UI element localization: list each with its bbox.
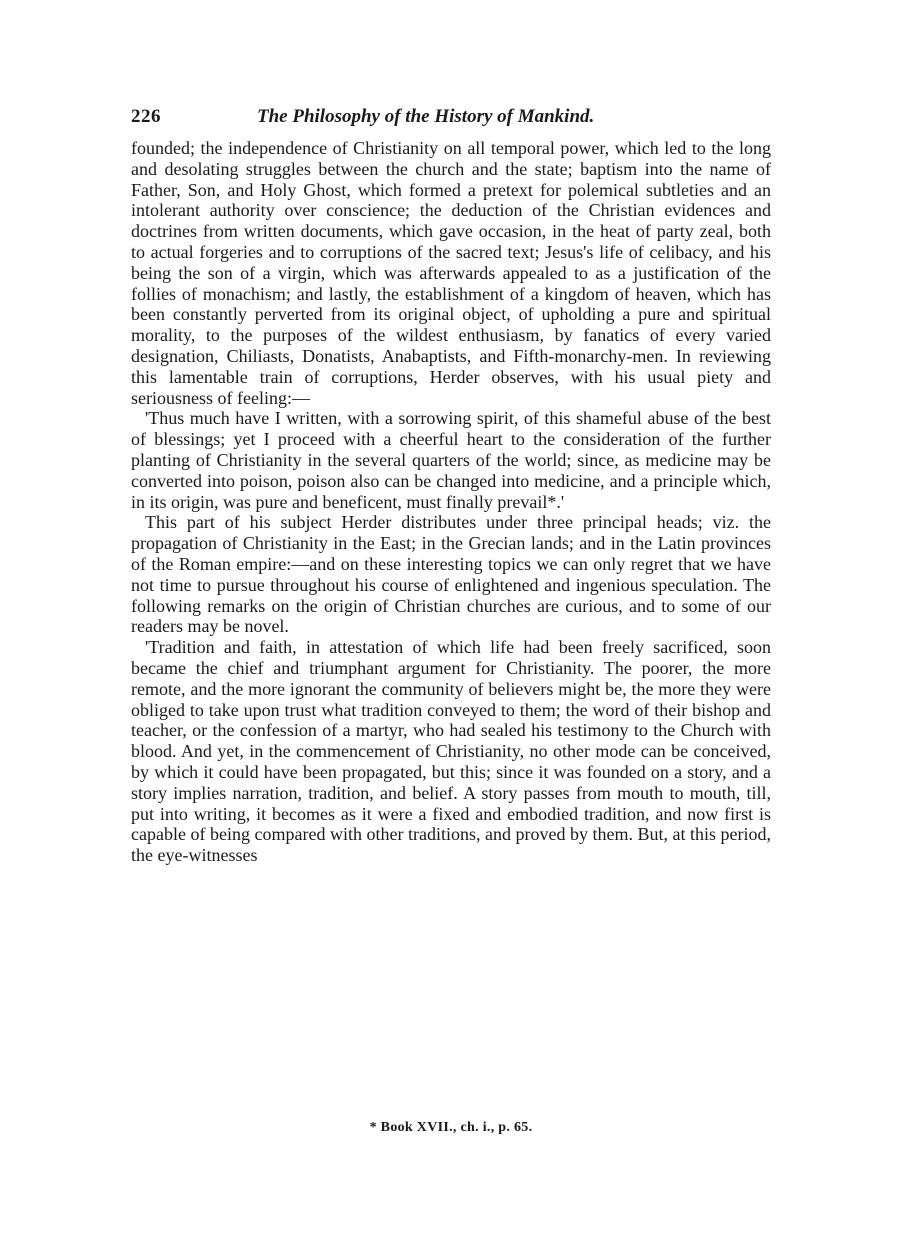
running-head xyxy=(131,104,771,138)
running-title: The Philosophy of the History of Mankind. xyxy=(257,106,595,127)
page-number: 226 xyxy=(131,106,161,127)
page xyxy=(131,104,771,1135)
paragraph: 'Tradition and faith, in attestation of which life had been freely sacrificed, soon became the chief and triumphant argument for Christianity. The poorer, the more remote, and the more ignorant the community of believers might be, the more they were obliged to take upon trust what tradition conveyed to them; the word of their bishop and teacher, or the confession of a martyr, who had sealed his testimony to the Church with blood. And yet, in the commencement of Christianity, no other mode can be conceived, by which it could have been propagated, but this; since it was founded on a story, and a story implies narration, tradition, and belief. A story passes from mouth to mouth, till, put into writing, it becomes as it were a fixed and embodied tradition, and now first is capable of being compared with other traditions, and proved by them. But, at this period, the eye-witnesses xyxy=(131,637,771,866)
paragraph: This part of his subject Herder distributes under three principal heads; viz. the propagation of Christianity in the East; in the Grecian lands; and in the Latin provinces of the Roman empire:—and on these interesting topics we can only regret that we have not time to pursue throughout his course of enlightened and ingenious speculation. The following remarks on the origin of Christian churches are curious, and to some of our readers may be novel. xyxy=(131,512,771,637)
paragraph: 'Thus much have I written, with a sorrowing spirit, of this shameful abuse of the best of blessings; yet I proceed with a cheerful heart to the consideration of the further planting of Christianity in the several quarters of the world; since, as medicine may be converted into poison, poison also can be changed into medicine, and a principle which, in its origin, was pure and beneficent, must finally prevail*.' xyxy=(131,408,771,512)
footnote: * Book XVII., ch. i., p. 65. xyxy=(369,1120,533,1135)
body-text xyxy=(131,138,771,866)
paragraph: founded; the independence of Christianity on all temporal power, which led to the long and desolating struggles between the church and the state; baptism into the name of Father, Son, and Holy Ghost, which formed a pretext for polemical subtleties and an intolerant authority over conscience; the deduction of the Christian evidences and doctrines from written documents, which gave occasion, in the heat of party zeal, both to actual forgeries and to corruptions of the sacred text; Jesus's life of celibacy, and his being the son of a virgin, which was afterwards appealed to as a justification of the follies of monachism; and lastly, the establishment of a kingdom of heaven, which has been constantly perverted from its original object, of upholding a pure and spiritual morality, to the purposes of the wildest enthusiasm, by fanatics of every varied designation, Chiliasts, Donatists, Anabaptists, and Fifth-monarchy-men. In reviewing this lamentable train of corruptions, Herder observes, with his usual piety and seriousness of feeling:— xyxy=(131,138,771,408)
